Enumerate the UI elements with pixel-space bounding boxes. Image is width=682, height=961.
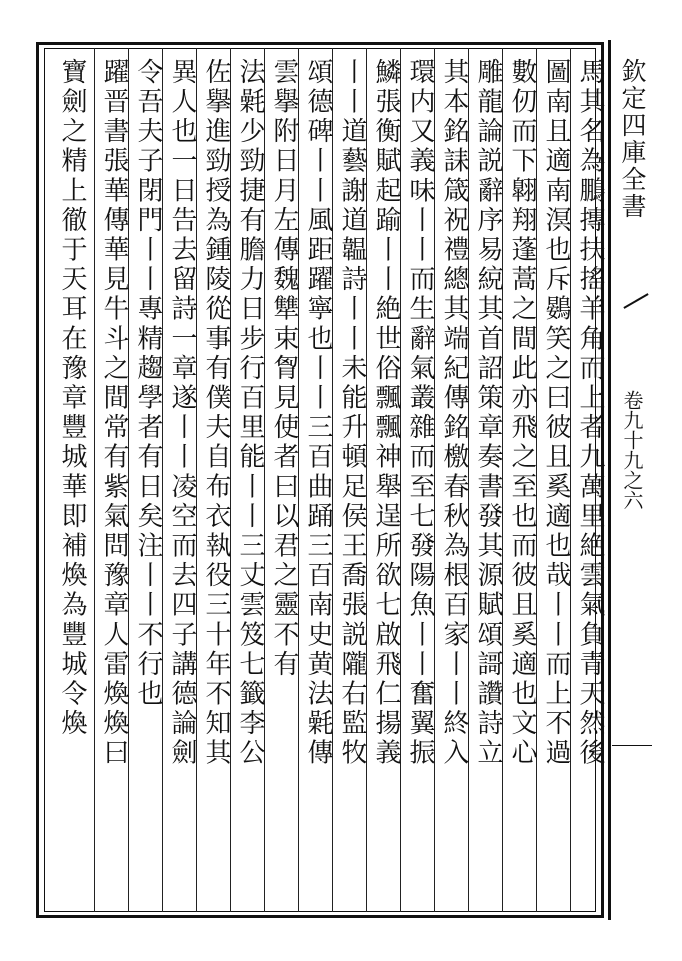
chapter-label: 卷九十九之六: [620, 390, 644, 510]
text-column-14: 令吾夫子閉門丨丨專精趨學者有日矣注丨丨不行也: [133, 58, 163, 710]
book-title: 欽定四庫全書: [618, 58, 647, 220]
text-column-8: 丨丨道藝謝道韞詩丨丨未能升頓足侯王喬張説隴右監牧: [337, 58, 367, 769]
text-column-5: 其本銘誄箴祝禮總其端紀傳銘檄春秋為根百家丨丨終入: [439, 58, 469, 769]
text-column-4: 雕龍論説辭序易綂其首詔策章奏書發其源賦頌謌讚詩立: [473, 58, 503, 769]
text-column-13: 異人也一日告去留詩一章遂丨丨凌空而去四子講德論劍: [167, 58, 197, 769]
text-column-10: 雲擧附日月左傳魏犨束胷見使者曰以君之靈不有: [269, 58, 299, 680]
text-column-1: 馬其名為鵬摶扶搖羊角而上者九萬里絶雲氣負青天然後: [575, 58, 605, 769]
text-column-7: 鱗張衡賦起踰丨丨絶世俗飄飄神舉逞所欲七啟飛仁揚義: [371, 58, 401, 769]
margin-divider: [612, 745, 652, 746]
text-column-2: 圖南且適南溟也斥鷃笑之曰彼且奚適也哉丨丨而上不過: [541, 58, 571, 769]
text-column-16: 寶劍之精上徹于天耳在豫章豐城華即補煥為豐城令煥: [57, 58, 87, 739]
text-column-11: 法氉少勁捷有膽力日步行百里能丨丨三丈雲笈七籤李公: [235, 58, 265, 769]
text-column-15: 躍晋書張華傳華見牛斗之間常有紫氣問豫章人雷煥煥曰: [99, 58, 129, 769]
text-column-12: 佐擧進勁授為鍾陵從事有僕夫自布衣執役三十年不知其: [201, 58, 231, 769]
text-column-6: 環内又義味丨丨而生辭氣叢雜而至七發陽魚丨丨奮翼振: [405, 58, 435, 769]
text-column-3: 數仞而下翺翔蓬蒿之間此亦飛之至也而彼且奚適也文心: [507, 58, 537, 769]
text-column-9: 頌德碑丨丨風距躍寧也丨丨三百曲踊三百南史黄法氉傳: [303, 58, 333, 769]
